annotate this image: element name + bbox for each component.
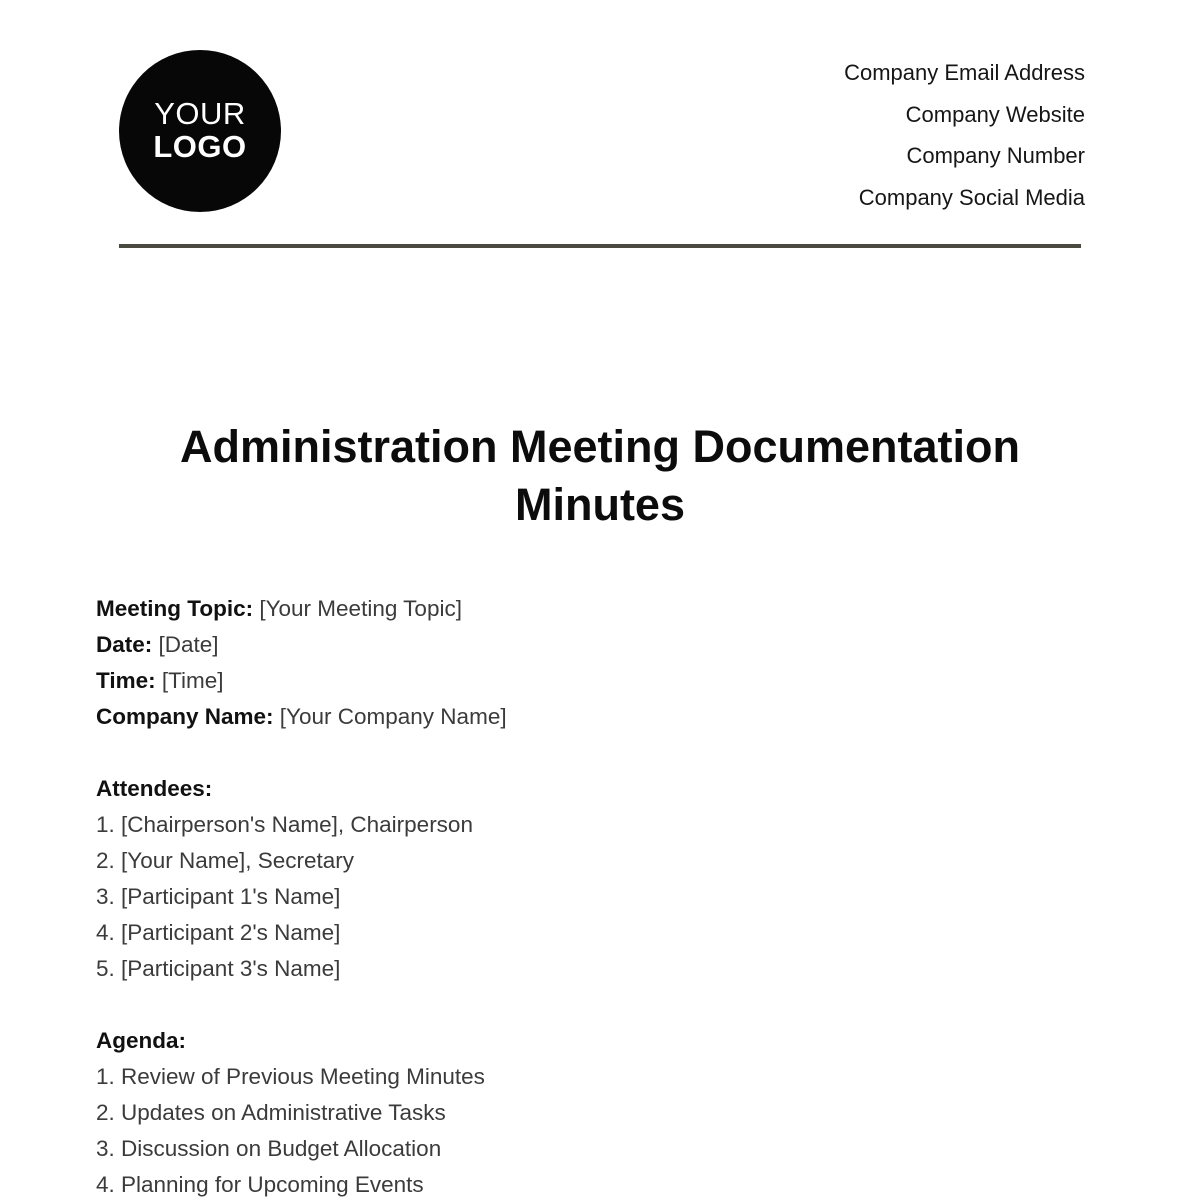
agenda-heading: Agenda: xyxy=(96,1028,186,1053)
company-email: Company Email Address xyxy=(844,60,1085,85)
company-website: Company Website xyxy=(905,101,1085,127)
agenda-item: 1. Review of Previous Meeting Minutes xyxy=(96,1064,485,1089)
attendee-item: 4. [Participant 2's Name] xyxy=(96,920,341,945)
attendee-item: 2. [Your Name], Secretary xyxy=(96,848,355,873)
company-social-media: Company Social Media xyxy=(858,184,1085,210)
detail-label: Meeting Topic: xyxy=(96,596,254,621)
spacer xyxy=(96,987,507,1023)
title-line-1: Administration Meeting Documentation xyxy=(179,421,1020,472)
attendee-item: 1. [Chairperson's Name], Chairperson xyxy=(96,812,473,837)
detail-company-name xyxy=(96,699,507,735)
detail-date xyxy=(96,627,507,663)
agenda-item: 4. Planning for Upcoming Events xyxy=(96,1172,424,1197)
detail-value: [Your Meeting Topic] xyxy=(253,596,462,621)
header-divider xyxy=(119,244,1081,248)
company-contact-block xyxy=(844,52,1085,218)
agenda-item: 3. Discussion on Budget Allocation xyxy=(96,1136,442,1161)
company-logo xyxy=(119,50,281,212)
detail-value: [Time] xyxy=(155,668,224,693)
attendee-item: 3. [Participant 1's Name] xyxy=(96,884,341,909)
attendees-heading: Attendees: xyxy=(96,776,213,801)
company-number: Company Number xyxy=(906,143,1085,168)
detail-label: Date: xyxy=(96,632,153,657)
detail-label: Time: xyxy=(96,668,156,693)
detail-time xyxy=(96,663,507,699)
document-title xyxy=(60,418,1140,534)
agenda-item: 2. Updates on Administrative Tasks xyxy=(96,1100,446,1125)
spacer xyxy=(96,735,507,771)
detail-meeting-topic xyxy=(96,591,507,627)
title-line-2: Minutes xyxy=(514,479,685,530)
detail-label: Company Name: xyxy=(96,704,274,729)
logo-text-your: YOUR xyxy=(154,96,246,132)
logo-text-logo: LOGO xyxy=(153,129,247,164)
detail-value: [Date] xyxy=(152,632,219,657)
document-body xyxy=(96,591,507,1203)
attendee-item: 5. [Participant 3's Name] xyxy=(96,956,341,981)
detail-value: [Your Company Name] xyxy=(273,704,507,729)
